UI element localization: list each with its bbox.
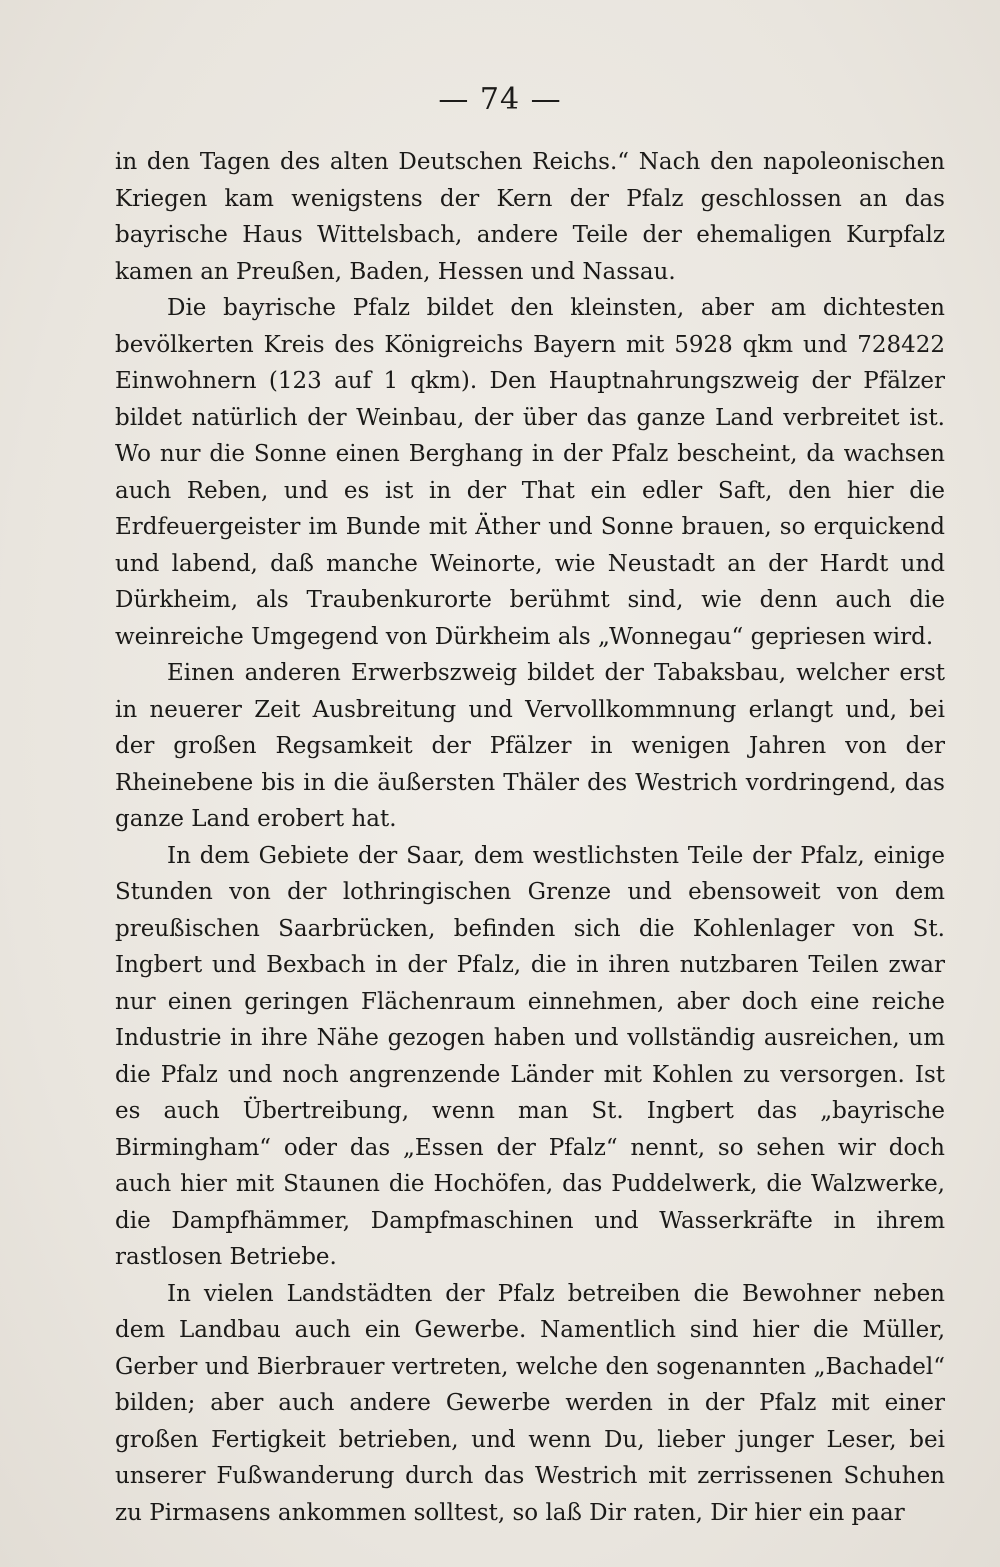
paragraph-4: In dem Gebiete der Saar, dem westlichsten Teile der Pfalz, einige Stunden von der lothringischen Grenze und ebensoweit von dem preußischen Saarbrücken, befinden sich die Kohlenlager von St. Ingbert und Bexbach in der Pfalz, die in ihren nutzbaren Teilen zwar nur einen geringen Flächenraum einnehmen, aber doch eine reiche Industrie in ihre Nähe gezogen haben und vollständig ausreichen, um die Pfalz und noch angrenzende Länder mit Kohlen zu versorgen. Ist es auch Übertreibung, wenn man St. Ingbert das „bayrische Birmingham“ oder das „Essen der Pfalz“ nennt, so sehen wir doch auch hier mit Staunen die Hochöfen, das Puddelwerk, die Walzwerke, die Dampfhämmer, Dampfmaschinen und Wasserkräfte in ihrem rastlosen Betriebe.: [115, 842, 945, 1270]
page-number: — 74 —: [438, 82, 562, 117]
paragraph-2: Die bayrische Pfalz bildet den kleinsten, aber am dichtesten bevölkerten Kreis des Königreichs Bayern mit 5928 qkm und 728422 Einwohnern (123 auf 1 qkm). Den Hauptnahrungszweig der Pfälzer bildet natürlich der Weinbau, der über das ganze Land verbreitet ist. Wo nur die Sonne einen Berghang in der Pfalz bescheint, da wachsen auch Reben, und es ist in der That ein edler Saft, den hier die Erdfeuergeister im Bunde mit Äther und Sonne brauen, so erquickend und labend, daß manche Weinorte, wie Neustadt an der Hardt und Dürkheim, als Traubenkurorte berühmt sind, wie denn auch die weinreiche Umgegend von Dürkheim als „Wonnegau“ gepriesen wird.: [115, 295, 945, 650]
paragraph-5: In vielen Landstädten der Pfalz betreiben die Bewohner neben dem Landbau auch ein Gewerbe. Namentlich sind hier die Müller, Gerber und Bierbrauer vertreten, welche den sogenannten „Bachadel“ bilden; aber auch andere Gewerbe werden in der Pfalz mit einer großen Fertigkeit betrieben, und wenn Du, lieber junger Leser, bei unserer Fußwanderung durch das Westrich mit zerrissenen Schuhen zu Pirmasens ankommen solltest, so laß Dir raten, Dir hier ein paar: [115, 1280, 945, 1526]
paragraph-3: Einen anderen Erwerbszweig bildet der Tabaksbau, welcher erst in neuerer Zeit Ausbreitung und Vervollkommnung erlangt und, bei der großen Regsamkeit der Pfälzer in wenigen Jahren von der Rheinebene bis in die äußersten Thäler des Westrich vordringend, das ganze Land erobert hat.: [115, 660, 945, 832]
paragraph-1: in den Tagen des alten Deutschen Reichs.“ Nach den napoleonischen Kriegen kam wenigstens der Kern der Pfalz geschlossen an das bayrische Haus Wittelsbach, andere Teile der ehemaligen Kurpfalz kamen an Preußen, Baden, Hessen und Nassau.: [115, 149, 945, 285]
body-text: [115, 144, 945, 1531]
